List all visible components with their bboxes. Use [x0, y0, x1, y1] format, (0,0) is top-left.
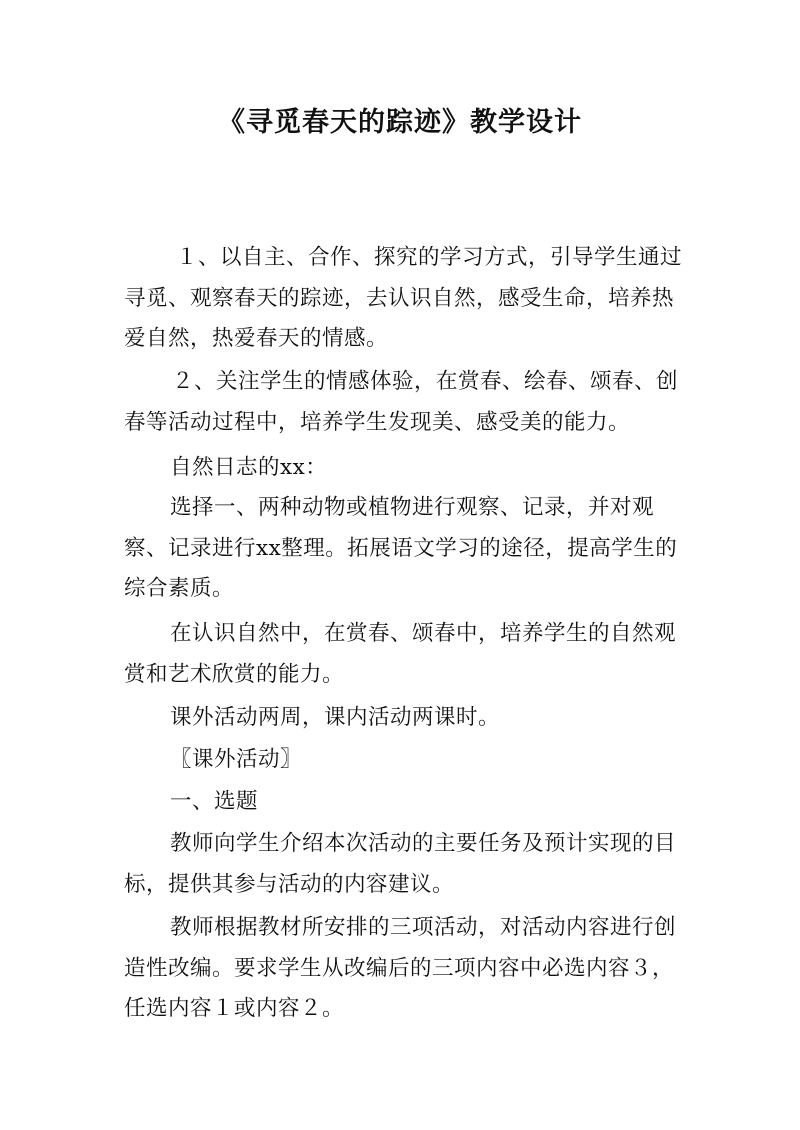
paragraph-objective-2: ２、关注学生的情感体验，在赏春、绘春、颂春、创春等活动过程中，培养学生发现美、感受美的能力。 — [124, 369, 679, 435]
paragraph-activity-adaptation: 教师根据教材所安排的三项活动，对活动内容进行创造性改编。要求学生从改编后的三项内容中必选内容３，任选内容１或内容２。 — [124, 915, 677, 1021]
document-title: 《寻觅春天的踪迹》教学设计 — [218, 107, 582, 138]
subheading-topic-selection: 一、选题 — [170, 789, 259, 814]
section-heading-extracurricular: 〖课外活动〗 — [170, 747, 303, 772]
paragraph-teacher-intro: 教师向学生介绍本次活动的主要任务及预计实现的目标，提供其参与活动的内容建议。 — [124, 831, 677, 897]
paragraph-objective-1: １、以自主、合作、探究的学习方式，引导学生通过寻觅、观察春天的踪迹，去认识自然，感受生命，培养热爱自然，热爱春天的情感。 — [124, 245, 683, 351]
paragraph-schedule: 课外活动两周，课内活动两课时。 — [170, 705, 501, 730]
paragraph-observation: 选择一、两种动物或植物进行观察、记录，并对观察、记录进行xx整理。拓展语文学习的途径，提高学生的综合素质。 — [124, 495, 678, 601]
paragraph-appreciation: 在认识自然中，在赏春、颂春中，培养学生的自然观赏和艺术欣赏的能力。 — [124, 621, 677, 687]
paragraph-nature-journal: 自然日志的xx： — [170, 455, 328, 480]
